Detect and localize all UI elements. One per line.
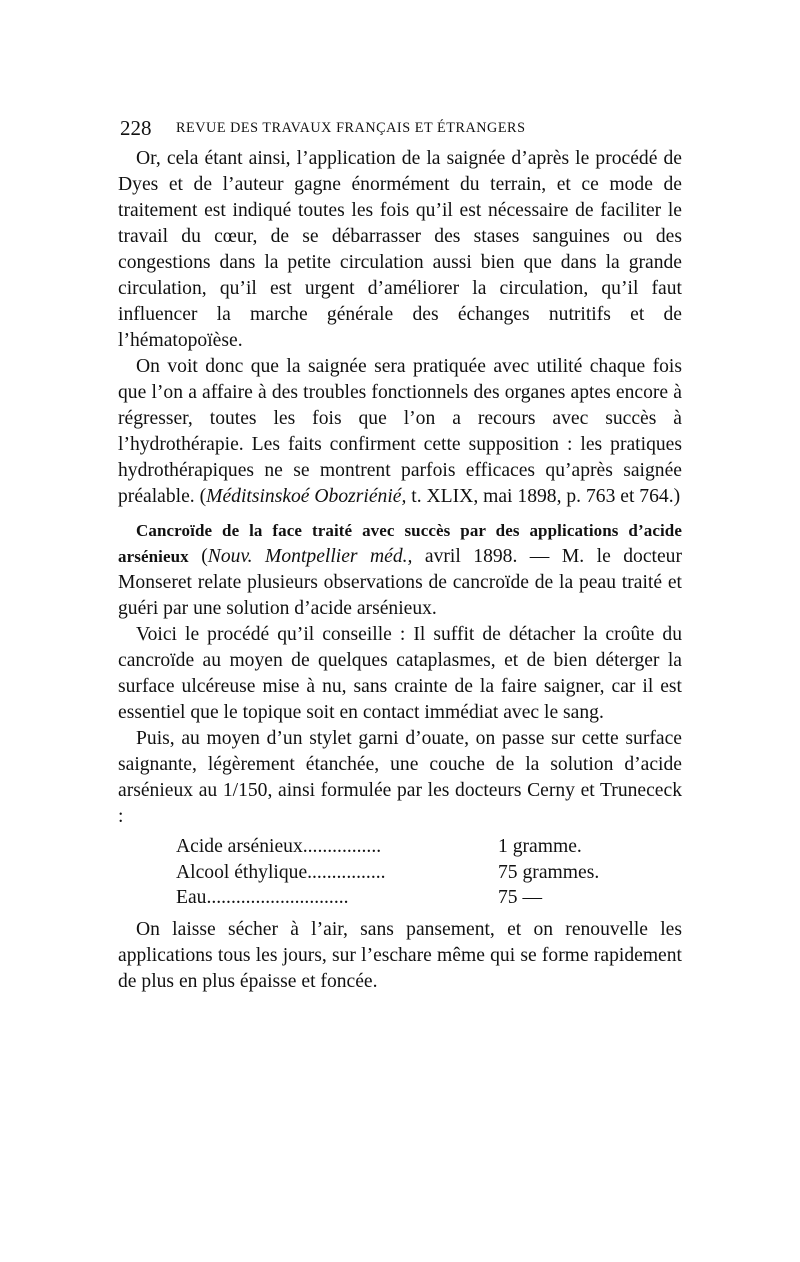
article-cancroide (118, 518, 682, 622)
paragraph-procede: Voici le procédé qu’il conseille : Il suffit de détacher la croûte du cancroïde au moyen de quelques cataplasmes, et de bien déterger la surface ulcéreuse mise à nu, sans crainte de la faire saigner, car il est essentiel que le topique soit en contact immédiat avec le sang. (118, 624, 682, 723)
paragraph-stylet: Puis, au moyen d’un stylet garni d’ouate, on passe sur cette surface saignante, légèrement étanchée, une couche de la solution d’acide arsénieux au 1/150, ainsi formulée par les docteurs Cerny et Trunececk : (118, 728, 682, 827)
paragraph-saignee-utilite (118, 354, 682, 510)
paragraph-saignee-application: Or, cela étant ainsi, l’application de la saignée d’après le procédé de Dyes et de l’auteur gagne énormément du terrain, et ce mode de traitement est indiqué toutes les fois qu’il est nécessaire de faciliter le travail du cœur, de se débarrasser des stases sanguines ou des congestions dans la petite circulation aussi bien que dans la grande circulation, qu’il est urgent d’améliorer la circulation, qu’il faut influencer la marche générale des échanges nutritifs et de l’hématopoïèse. (118, 148, 682, 351)
article-title: Cancroïde de la face traité avec succès par des applications d’acide arsénieux (118, 521, 682, 566)
source-citation-meditsinskoe: Méditsinskoé Obozriénié, (206, 486, 407, 507)
recipe-ingredient: Acide arsénieux................ (176, 836, 382, 857)
article-intro-text: avril 1898. — M. le docteur Monseret relate plusieurs observations de cancroïde de la peau traité et guéri par une solution d’acide arsénieux. (118, 546, 682, 619)
recipe-quantity: 75 grammes. (498, 861, 600, 883)
source-citation-montpellier: Nouv. Montpellier méd., (207, 546, 413, 567)
source-citation-details: t. XLIX, mai 1898, p. 763 et 764.) (406, 486, 681, 507)
page-number: 228 (120, 116, 152, 140)
document-page (118, 116, 682, 995)
recipe-row (118, 885, 682, 911)
paragraph-saignee-utilite-text: On voit donc que la saignée sera pratiquée avec utilité chaque fois que l’on a affaire à des troubles fonctionnels des organes aptes encore à régresser, toutes les fois que l’on a recours avec succès à l’hydrothérapie. Les faits confirment cette supposition : les pratiques hydrothérapiques ne se montrent parfois efficaces qu’après saignée préalable. ( (118, 356, 682, 507)
recipe-ingredient: Alcool éthylique................ (176, 861, 386, 883)
recipe-row (118, 834, 682, 860)
article-paren-open: ( (188, 546, 208, 567)
recipe-formula (118, 834, 682, 911)
recipe-ingredient: Eau............................. (176, 887, 349, 908)
paragraph-sechage: On laisse sécher à l’air, sans pansement, et on renouvelle les applications tous les jours, sur l’eschare même qui se forme rapidement de plus en plus épaisse et foncée. (118, 918, 682, 992)
recipe-quantity: 1 gramme. (498, 836, 582, 857)
running-head: REVUE DES TRAVAUX FRANÇAIS ET ÉTRANGERS (176, 120, 526, 136)
body-text (118, 146, 682, 995)
recipe-quantity: 75 — (498, 887, 543, 908)
recipe-row (118, 860, 682, 886)
page-header (118, 116, 682, 146)
